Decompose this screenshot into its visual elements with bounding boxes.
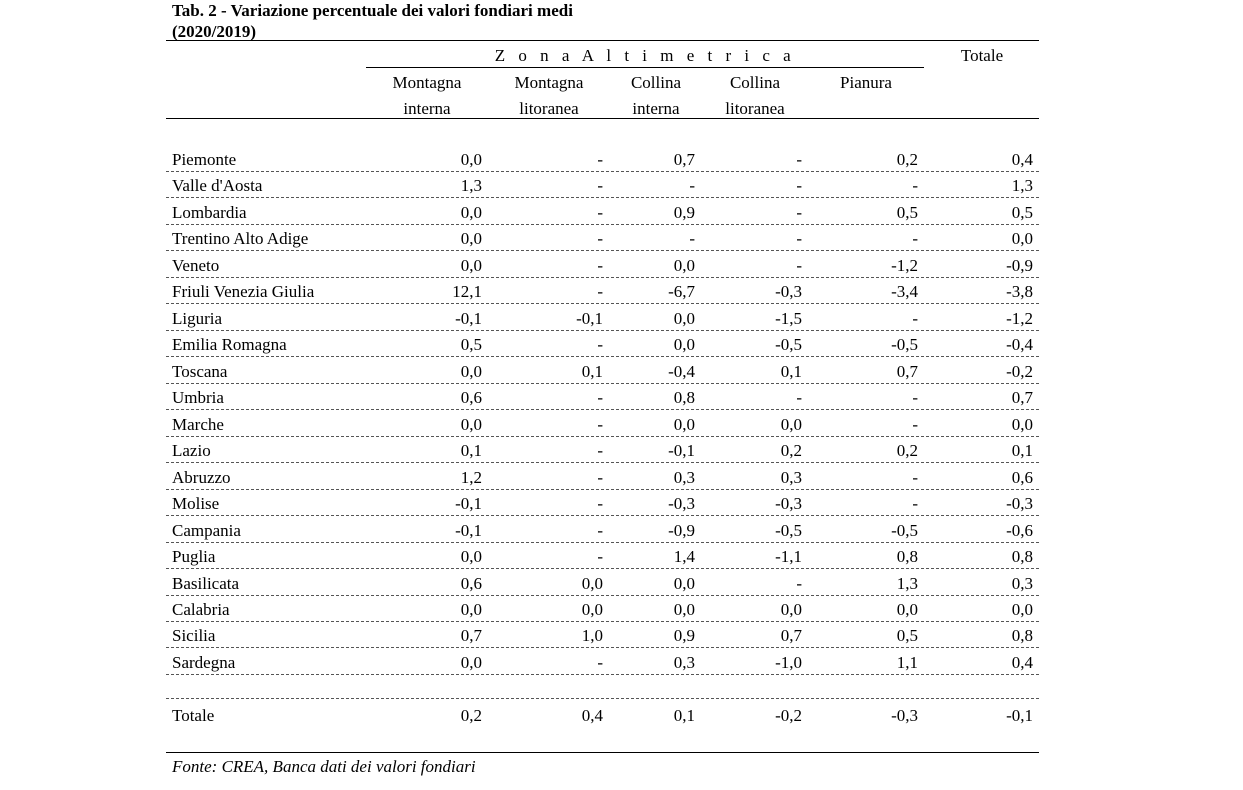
- top-rule: [166, 40, 1039, 41]
- table-cell: 0,0: [673, 414, 695, 434]
- table-cell: 0,0: [460, 547, 482, 567]
- table-cell: -0,4: [668, 361, 695, 381]
- row-label: Sardegna: [172, 652, 236, 672]
- table-cell: 0,3: [673, 652, 695, 672]
- table-cell: -: [597, 547, 603, 567]
- table-cell: -0,2: [775, 706, 802, 725]
- table-cell: 0,4: [581, 706, 603, 725]
- table-cell: -0,5: [775, 335, 802, 355]
- table-cell: 1,2: [460, 467, 482, 487]
- row-label: Lombardia: [172, 202, 247, 222]
- row-label: Lazio: [172, 441, 211, 461]
- table-cell: -0,3: [891, 706, 918, 725]
- table-cell: -: [597, 388, 603, 408]
- table-cell: 0,0: [460, 361, 482, 381]
- table-cell: 1,4: [673, 547, 695, 567]
- table-cell: 0,3: [673, 467, 695, 487]
- table-cell: -1,5: [775, 308, 802, 328]
- table-row: [166, 491, 1039, 517]
- table-row: [166, 465, 1039, 491]
- row-label: Puglia: [172, 547, 216, 567]
- table-title-line1: Tab. 2 - Variazione percentuale dei valori fondiari medi: [172, 1, 573, 20]
- table-cell: 1,1: [896, 652, 918, 672]
- total-row: [166, 703, 1039, 729]
- table-cell: 0,2: [896, 441, 918, 461]
- table-cell: -: [796, 388, 802, 408]
- table-cell: 0,0: [780, 414, 802, 434]
- table-cell: -: [597, 202, 603, 222]
- table-cell: -0,9: [1006, 255, 1033, 275]
- table-cell: -: [597, 282, 603, 302]
- row-divider: [166, 250, 1039, 251]
- row-divider: [166, 542, 1039, 543]
- row-divider: [166, 436, 1039, 437]
- row-divider: [166, 383, 1039, 384]
- table-cell: 0,1: [460, 441, 482, 461]
- row-label: Sicilia: [172, 626, 216, 646]
- row-label: Umbria: [172, 388, 224, 408]
- table-cell: -: [796, 255, 802, 275]
- table-cell: -0,1: [668, 441, 695, 461]
- row-divider: [166, 409, 1039, 410]
- table-cell: -: [597, 520, 603, 540]
- table-cell: 0,1: [581, 361, 603, 381]
- table-cell: -6,7: [668, 282, 695, 302]
- table-cell: 0,8: [1011, 626, 1033, 646]
- table-title: [172, 0, 573, 42]
- row-divider: [166, 356, 1039, 357]
- table-cell: -: [597, 652, 603, 672]
- table-cell: -1,2: [891, 255, 918, 275]
- column-header-collina-litoranea: Collina litoranea: [725, 73, 785, 118]
- table-cell: 0,5: [896, 202, 918, 222]
- bottom-rule: [166, 752, 1039, 753]
- table-cell: -: [912, 308, 918, 328]
- row-divider: [166, 489, 1039, 490]
- table-cell: -: [689, 229, 695, 249]
- table-row: [166, 385, 1039, 411]
- table-cell: 1,3: [460, 176, 482, 196]
- table-cell: -0,4: [1006, 335, 1033, 355]
- table-cell: 0,1: [780, 361, 802, 381]
- row-divider: [166, 197, 1039, 198]
- table-cell: 0,5: [460, 335, 482, 355]
- table-cell: -: [597, 467, 603, 487]
- table-cell: 0,0: [780, 599, 802, 619]
- table-cell: -1,2: [1006, 308, 1033, 328]
- row-label: Trentino Alto Adige: [172, 229, 309, 249]
- table-cell: -: [912, 229, 918, 249]
- row-divider: [166, 515, 1039, 516]
- table-cell: -: [597, 335, 603, 355]
- row-label: Abruzzo: [172, 467, 231, 487]
- row-label: Calabria: [172, 599, 230, 619]
- table-row: [166, 650, 1039, 676]
- table-cell: 0,0: [673, 573, 695, 593]
- row-divider: [166, 303, 1039, 304]
- table-row: [166, 544, 1039, 570]
- row-label: Marche: [172, 414, 224, 434]
- table-cell: 0,0: [896, 599, 918, 619]
- table-cell: 0,3: [1011, 573, 1033, 593]
- table-cell: 0,4: [1011, 150, 1033, 169]
- table-cell: -0,5: [775, 520, 802, 540]
- table-cell: 0,0: [460, 652, 482, 672]
- table-cell: -: [912, 467, 918, 487]
- table-cell: -: [597, 494, 603, 514]
- row-label: Veneto: [172, 255, 220, 275]
- table-row: [166, 147, 1039, 173]
- table-cell: 0,0: [460, 414, 482, 434]
- header-bottom-rule: [166, 118, 1039, 119]
- row-label: Molise: [172, 494, 220, 514]
- row-label: Piemonte: [172, 150, 237, 169]
- table-cell: -: [912, 494, 918, 514]
- table-cell: 0,5: [1011, 202, 1033, 222]
- row-divider: [166, 462, 1039, 463]
- table-row: [166, 173, 1039, 199]
- table-row: [166, 412, 1039, 438]
- table-cell: -1,0: [775, 652, 802, 672]
- table-cell: -0,1: [455, 308, 482, 328]
- row-label: Emilia Romagna: [172, 335, 287, 355]
- table-cell: 0,9: [673, 202, 695, 222]
- row-divider: [166, 224, 1039, 225]
- table-cell: 0,8: [1011, 547, 1033, 567]
- table-cell: -3,4: [891, 282, 918, 302]
- table-cell: -3,8: [1006, 282, 1033, 302]
- table-cell: 0,7: [460, 626, 482, 646]
- table-cell: 0,0: [460, 255, 482, 275]
- table-cell: -0,1: [1006, 706, 1033, 725]
- table-cell: 0,5: [896, 626, 918, 646]
- row-label: Valle d'Aosta: [172, 176, 263, 196]
- table-cell: 0,0: [1011, 599, 1033, 619]
- row-divider: [166, 621, 1039, 622]
- table-cell: -1,1: [775, 547, 802, 567]
- table-cell: 0,6: [460, 388, 482, 408]
- table-cell: 0,7: [780, 626, 802, 646]
- row-label: Totale: [172, 706, 215, 725]
- zona-underline: [366, 67, 924, 68]
- row-label: Toscana: [172, 361, 228, 381]
- column-header-collina-interna: Collina interna: [630, 73, 682, 118]
- table-cell: 0,0: [581, 599, 603, 619]
- row-divider: [166, 647, 1039, 648]
- table-cell: -0,3: [1006, 494, 1033, 514]
- table-row: [166, 226, 1039, 252]
- table-cell: 1,3: [896, 573, 918, 593]
- table-cell: 0,8: [896, 547, 918, 567]
- table-cell: 0,6: [1011, 467, 1033, 487]
- table-cell: -: [597, 176, 603, 196]
- table-row: [166, 279, 1039, 305]
- table-cell: 1,0: [581, 626, 603, 646]
- table-cell: -0,1: [455, 520, 482, 540]
- column-header-totale: Totale: [960, 46, 1004, 65]
- column-header-montagna-litoranea: Montagna litoranea: [514, 73, 584, 118]
- table-cell: 0,0: [460, 150, 482, 169]
- table-cell: -0,2: [1006, 361, 1033, 381]
- table-cell: 0,2: [896, 150, 918, 169]
- table-cell: -: [597, 255, 603, 275]
- table-cell: -0,3: [668, 494, 695, 514]
- table-cell: 0,1: [1011, 441, 1033, 461]
- table-row: [166, 306, 1039, 332]
- table-cell: -0,3: [775, 494, 802, 514]
- table-cell: 0,6: [460, 573, 482, 593]
- table-cell: 1,3: [1011, 176, 1033, 196]
- table-cell: 0,3: [780, 467, 802, 487]
- table-cell: -: [597, 150, 603, 169]
- table-cell: -0,5: [891, 335, 918, 355]
- table-cell: -0,6: [1006, 520, 1033, 540]
- row-divider: [166, 277, 1039, 278]
- table-row: [166, 253, 1039, 279]
- table-row: [166, 438, 1039, 464]
- table-cell: 0,0: [460, 229, 482, 249]
- row-divider: [166, 595, 1039, 596]
- table-cell: -: [796, 176, 802, 196]
- table-cell: 0,0: [673, 599, 695, 619]
- table-cell: 0,2: [780, 441, 802, 461]
- table-cell: -0,1: [455, 494, 482, 514]
- table-cell: 0,0: [673, 335, 695, 355]
- table-row: [166, 359, 1039, 385]
- table-cell: 0,7: [896, 361, 918, 381]
- column-header-pianura: Pianura: [840, 73, 892, 92]
- table-row: [166, 200, 1039, 226]
- row-divider: [166, 674, 1039, 675]
- table-cell: 0,0: [1011, 229, 1033, 249]
- table-cell: 0,0: [1011, 414, 1033, 434]
- table-cell: 0,0: [673, 255, 695, 275]
- table-row: [166, 571, 1039, 597]
- table-cell: -: [796, 229, 802, 249]
- table-cell: 0,7: [673, 150, 695, 169]
- table-cell: -0,5: [891, 520, 918, 540]
- table-cell: 0,0: [460, 202, 482, 222]
- row-divider: [166, 698, 1039, 699]
- table-cell: -: [597, 229, 603, 249]
- table-cell: -: [912, 388, 918, 408]
- row-label: Campania: [172, 520, 241, 540]
- table-cell: 0,7: [1011, 388, 1033, 408]
- row-divider: [166, 330, 1039, 331]
- table-cell: 0,0: [673, 308, 695, 328]
- zona-altimetrica-header: Z o n a A l t i m e t r i c a: [494, 46, 796, 65]
- table-cell: -: [796, 573, 802, 593]
- row-label: Liguria: [172, 308, 223, 328]
- row-label: Friuli Venezia Giulia: [172, 282, 315, 302]
- row-label: Basilicata: [172, 573, 240, 593]
- table-title-line2: (2020/2019): [172, 22, 257, 41]
- row-divider: [166, 171, 1039, 172]
- table-cell: -: [689, 176, 695, 196]
- table-cell: -: [796, 202, 802, 222]
- table-cell: 12,1: [452, 282, 482, 302]
- table-cell: -: [597, 414, 603, 434]
- table-cell: -: [796, 150, 802, 169]
- row-divider: [166, 568, 1039, 569]
- table-cell: -: [912, 176, 918, 196]
- table-cell: 0,2: [460, 706, 482, 725]
- table-cell: -0,3: [775, 282, 802, 302]
- source-note: Fonte: CREA, Banca dati dei valori fondiari: [172, 757, 476, 776]
- table-row: [166, 597, 1039, 623]
- table-cell: 0,0: [581, 573, 603, 593]
- table-row: [166, 332, 1039, 358]
- table-cell: 0,1: [673, 706, 695, 725]
- table-cell: 0,4: [1011, 652, 1033, 672]
- table-cell: -0,9: [668, 520, 695, 540]
- table-cell: 0,0: [460, 599, 482, 619]
- table-row: [166, 623, 1039, 649]
- table-cell: 0,9: [673, 626, 695, 646]
- table-row: [166, 518, 1039, 544]
- table-cell: -: [597, 441, 603, 461]
- table-cell: -: [912, 414, 918, 434]
- table-cell: 0,8: [673, 388, 695, 408]
- table-cell: -0,1: [576, 308, 603, 328]
- column-header-montagna-interna: Montagna interna: [392, 73, 462, 118]
